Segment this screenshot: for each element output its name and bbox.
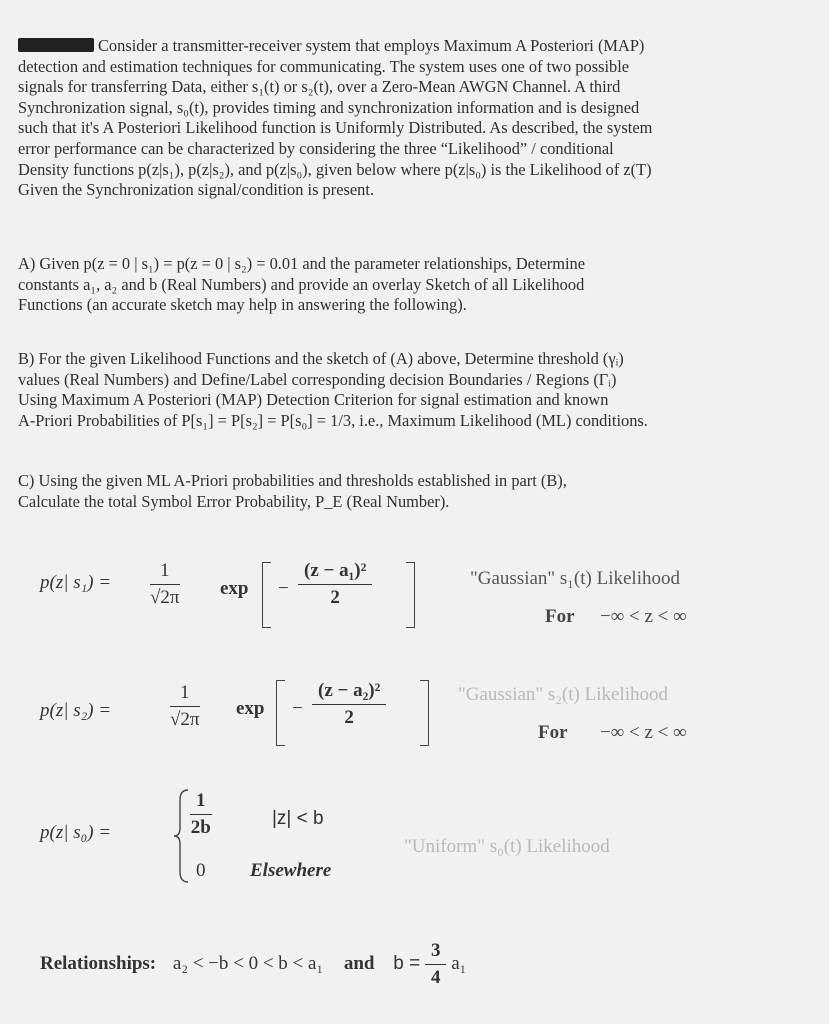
relationships-inequality: a₂ < −b < 0 < b < a₁ [172, 952, 324, 974]
part-b-line-1: B) For the given Likelihood Functions and the sketch of (A) above, Determine threshold (γᵢ) [18, 349, 624, 368]
eq2-exp: exp [236, 698, 265, 719]
relationships [40, 940, 466, 989]
eq1-bracket-right [406, 562, 415, 628]
intro-line-8: Given the Synchronization signal/condition is present. [18, 180, 374, 200]
part-b-line-3: Using Maximum A Posteriori (MAP) Detection Criterion for signal estimation and known [18, 390, 609, 410]
intro-line-3: signals for transferring Data, either s₁(t) or s₂(t), over a Zero-Mean AWGN Channel. A third [18, 77, 621, 97]
eq1-exp: exp [220, 578, 249, 599]
redaction-mark [18, 38, 94, 52]
eq3-case2-condition: Elsewhere [250, 860, 332, 881]
eq1-label: "Gaussian" s₁(t) Likelihood [470, 568, 680, 589]
intro-paragraph [18, 36, 813, 201]
part-a-line-3: Functions (an accurate sketch may help in answering the following). [18, 295, 467, 315]
eq2-for: For [538, 722, 568, 743]
eq1-coefficient: $\frac{1}{√2\pi}$ [150, 560, 180, 608]
eq2-bracket-left [276, 680, 285, 746]
intro-line-4: Synchronization signal, s₀(t), provides timing and synchronization information and is designed [18, 97, 640, 117]
eq2-lhs: p(z| s₂) = [40, 700, 112, 721]
eq1-bracket-left [262, 562, 271, 628]
part-b-line-4: A-Priori Probabilities of P[s₁] = P[s₂] = P[s₀] = 1/3, i.e., Maximum Likelihood (ML) conditions. [18, 410, 648, 430]
eq1-argument: $\frac{\text{(z − a₁)²}}{2}$ [298, 560, 372, 609]
intro-line-2: detection and estimation techniques for communicating. The system uses one of two possible [18, 56, 630, 76]
relationships-and: and [343, 952, 375, 974]
eq3-brace [172, 786, 192, 886]
eq1-minus: − [278, 578, 289, 599]
relationships-b-equals: b = [393, 952, 421, 974]
part-b-line-2: values (Real Numbers) and Define/Label corresponding decision Boundaries / Regions (Γᵢ) [18, 369, 617, 389]
intro-line-1: Consider a transmitter-receiver system that employs Maximum A Posteriori (MAP) [18, 36, 813, 57]
eq1-lhs: p(z| s₁) = [40, 572, 112, 593]
part-a-line-1: A) Given p(z = 0 | s₁) = p(z = 0 | s₂) = 0.01 and the parameter relationships, Determine [18, 254, 586, 273]
relationships-a1: a₁ [451, 952, 467, 974]
part-a-line-2: constants a₁, a₂ and b (Real Numbers) and provide an overlay Sketch of all Likelihood [18, 274, 585, 294]
eq2-argument: $\frac{\text{(z − a₂)²}}{2}$ [312, 680, 386, 729]
eq3-case1-condition: |z| < b [272, 808, 324, 829]
eq1-range: −∞ < z < ∞ [600, 606, 687, 627]
relationships-fraction: $\frac{3}{4}$ [425, 940, 447, 989]
part-b [18, 349, 813, 431]
eq3-case1-value: $\frac{1}{2b}$ [190, 790, 211, 838]
eq2-minus: − [292, 698, 303, 719]
intro-line-7: Density functions p(z|s₁), p(z|s₂), and p(z|s₀), given below where p(z|s₀) is the Likelihood of z(T) [18, 159, 652, 179]
intro-line-6: error performance can be characterized by considering the three “Likelihood” / conditional [18, 138, 614, 158]
eq3-lhs: p(z| s₀) = [40, 822, 112, 843]
relationships-label: Relationships: [40, 952, 157, 974]
eq3-case2-value: 0 [196, 860, 206, 881]
part-a [18, 254, 813, 316]
part-c-line-2: Calculate the total Symbol Error Probability, P_E (Real Number). [18, 491, 450, 511]
eq2-bracket-right [420, 680, 429, 746]
part-c [18, 471, 813, 512]
eq2-coefficient: $\frac{1}{√2\pi}$ [170, 682, 200, 730]
part-c-line-1: C) Using the given ML A-Priori probabilities and thresholds established in part (B), [18, 471, 567, 490]
eq2-label: "Gaussian" s₂(t) Likelihood [458, 684, 668, 705]
eq1-for: For [545, 606, 575, 627]
intro-line-5: such that it's A Posteriori Likelihood function is Uniformly Distributed. As described, the system [18, 118, 653, 138]
eq3-label: "Uniform" s₀(t) Likelihood [404, 836, 610, 857]
eq2-range: −∞ < z < ∞ [600, 722, 687, 743]
